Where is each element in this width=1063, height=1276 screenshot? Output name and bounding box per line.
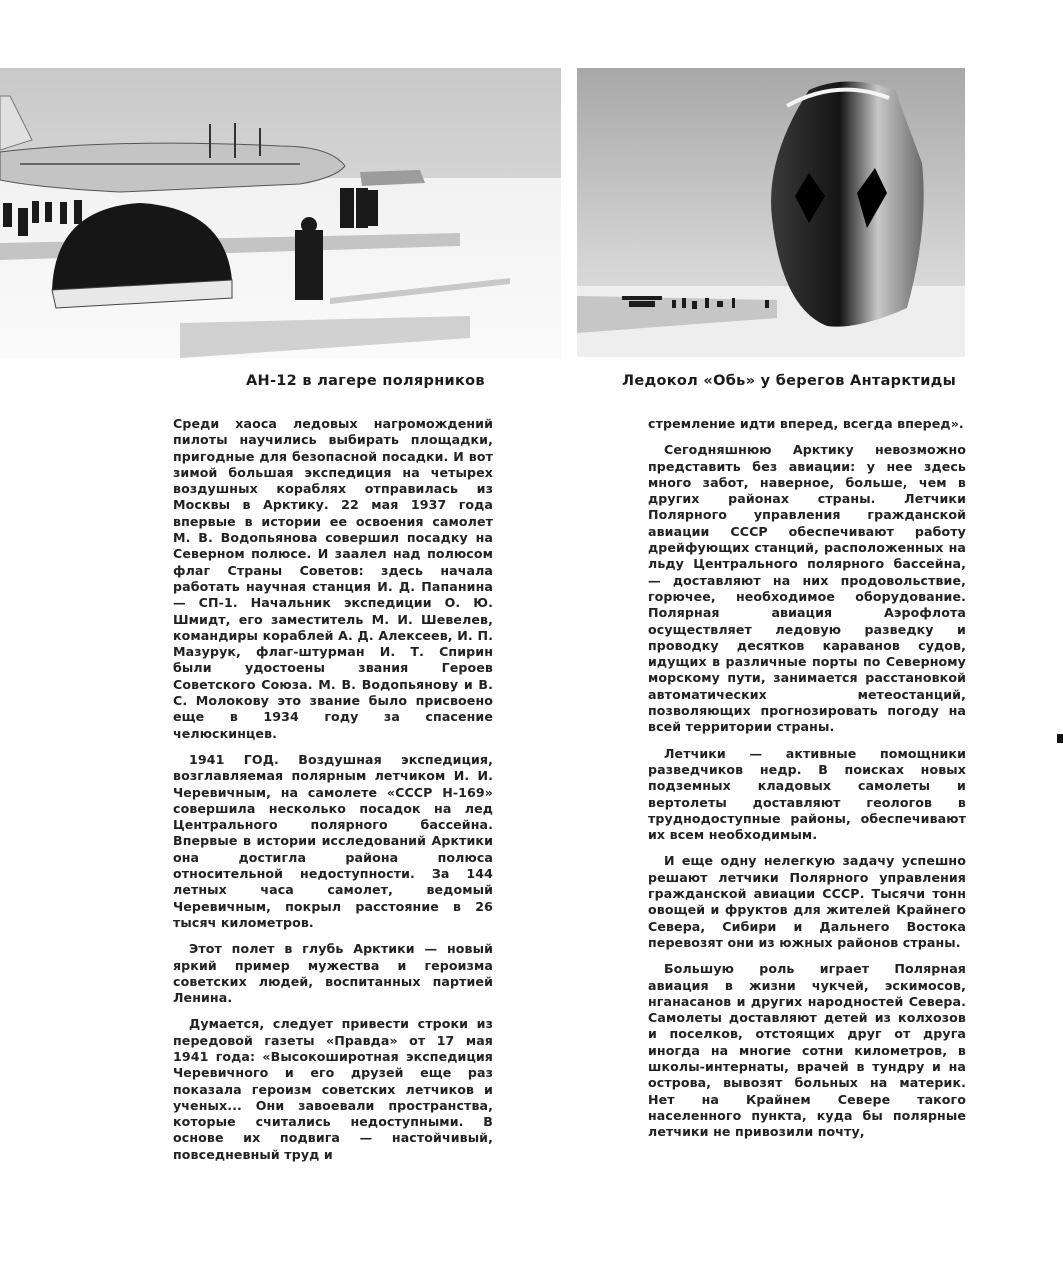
paragraph: 1941 ГОД. Воздушная экспедиция, возглавляемая полярным летчиком И. И. Черевичным, на самолете «СССР Н-169» совершила несколько посадок на лед Центрального полярного бассейна. Впервые в истории исследований Арктики она достигла района полюса относительной недоступности. За 144 летных часа самолет, ведомый Черевичным, покрыл расстояние в 26 тысяч километров. bbox=[173, 751, 493, 930]
page-edge-mark bbox=[1057, 734, 1063, 743]
paragraph: Летчики — активные помощники разведчиков недр. В поисках новых подземных кладовых самолеты и вертолеты доставляют геологов в труднодоступные районы, обеспечивают их всем необходимым. bbox=[648, 745, 966, 843]
paragraph: Большую роль играет Полярная авиация в жизни чукчей, эскимосов, нганасанов и других народностей Севера. Самолеты доставляют детей из колхозов и поселков, отстоящих друг от друга иногда на многие сотни километров, в школы-интернаты, врачей в тундру и на острова, вывозят больных на материк. Нет на Крайнем Севере такого населенного пункта, куда бы полярные летчики не привозили почту, bbox=[648, 961, 966, 1140]
photo-icebreaker-ob bbox=[577, 68, 965, 357]
an12-photo-illustration bbox=[0, 68, 561, 358]
paragraph: Сегодняшнюю Арктику невозможно представить без авиации: у нее здесь много забот, наверное, больше, чем в других районах страны. Летчики Полярного управления гражданской авиации СССР обеспечивают работу дрейфующих станций, расположенных на льду Центрального полярного бассейна, — доставляют на них продовольствие, горючее, необходимое оборудование. Полярная авиация Аэрофлота осуществляет ледовую разведку и проводку десятков караванов судов, идущих в различные порты по Северному морскому пути, занимается расстановкой автоматических метеостанций, позволяющих прогнозировать погоду на всей территории страны. bbox=[648, 442, 966, 735]
paragraph: стремление идти вперед, всегда вперед». bbox=[648, 416, 964, 431]
photo-caption-an12: АН-12 в лагере полярников bbox=[246, 373, 485, 389]
paragraph: Думается, следует привести строки из передовой газеты «Правда» от 17 мая 1941 года: «Высокоширотная экспедиция Черевичного и его друзей еще раз показала героизм советских летчиков и ученых... Они завоевали пространства, которые считались недоступными. В основе их подвига — настойчивый, повседневный труд и bbox=[173, 1016, 493, 1162]
photo-caption-icebreaker: Ледокол «Обь» у берегов Антарктиды bbox=[622, 373, 957, 389]
text-column-left bbox=[173, 416, 493, 1173]
photo-an12-polar-camp bbox=[0, 68, 561, 358]
paragraph: Этот полет в глубь Арктики — новый яркий пример мужества и героизма советских людей, воспитанных партией Ленина. bbox=[173, 941, 493, 1006]
icebreaker-photo-illustration bbox=[577, 68, 965, 357]
text-column-right bbox=[648, 416, 966, 1150]
paragraph: И еще одну нелегкую задачу успешно решают летчики Полярного управления гражданской авиации СССР. Тысячи тонн овощей и фруктов для жителей Крайнего Севера, Сибири и Дальнего Востока перевозят они из южных районов страны. bbox=[648, 853, 966, 950]
paragraph: Среди хаоса ледовых нагромождений пилоты научились выбирать площадки, пригодные для безопасной посадки. И вот зимой большая экспедиция на четырех воздушных кораблях отправилась из Москвы в Арктику. 22 мая 1937 года впервые в истории ее освоения самолет М. В. Водопьянова совершил посадку на Северном полюсе. И заалел над полюсом флаг Страны Советов: здесь начала работать научная станция И. Д. Папанина — СП-1. Начальник экспедиции О. Ю. Шмидт, его заместитель М. И. Шевелев, командиры кораблей А. Д. Алексеев, И. П. Мазурук, флаг-штурман И. Т. Спирин были удостоены звания Героев Советского Союза. М. В. Водопьянову и В. С. Молокову это звание было присвоено еще в 1934 году за спасение челюскинцев. bbox=[173, 416, 493, 741]
